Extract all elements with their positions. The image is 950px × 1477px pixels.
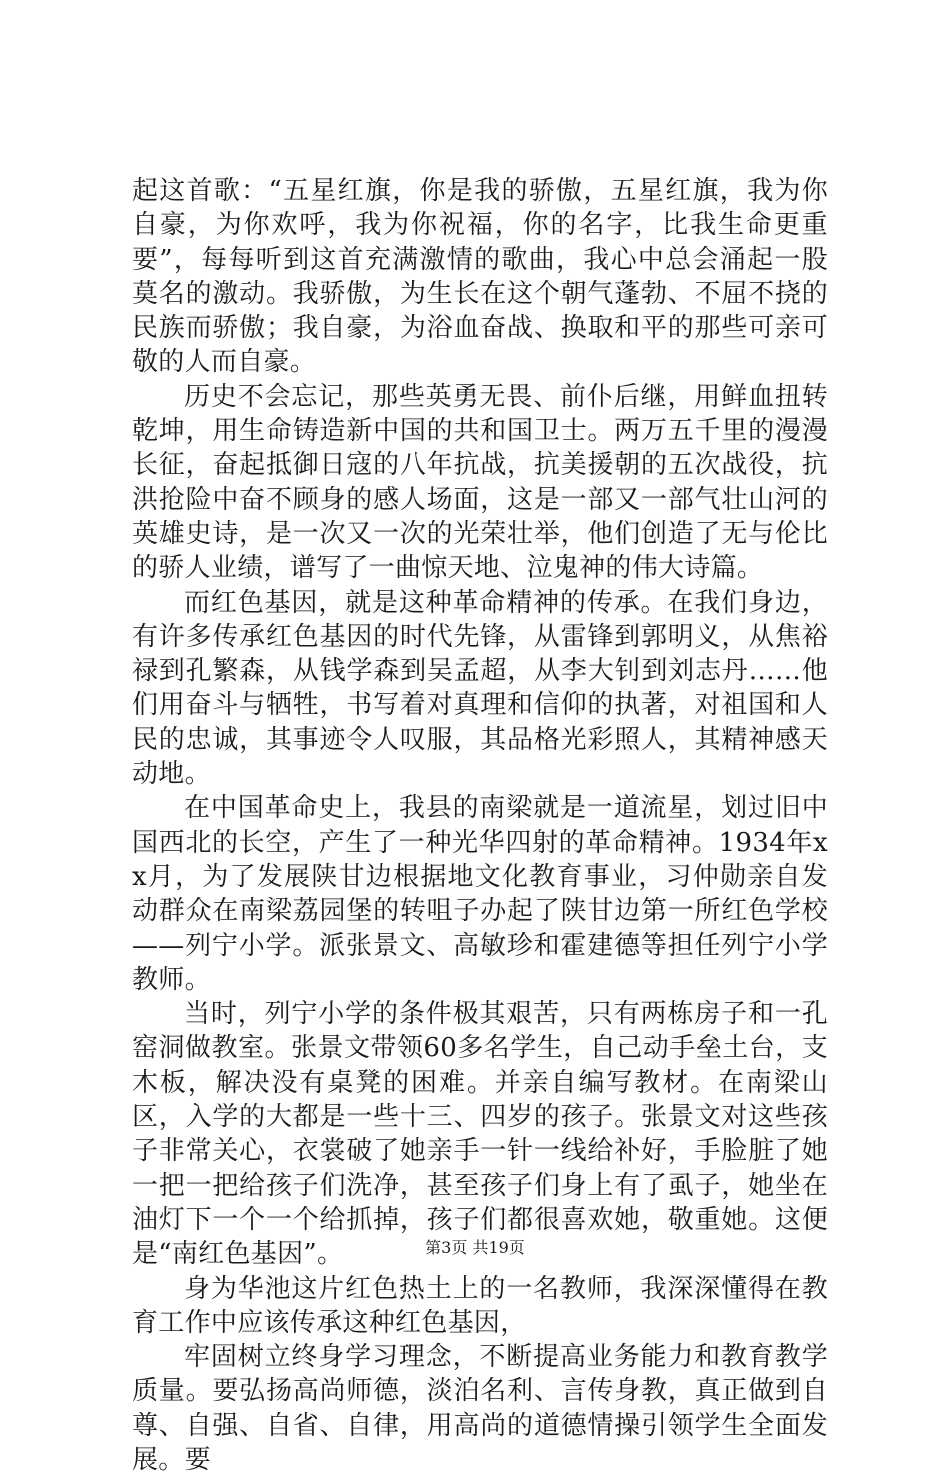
- paragraph-3: 而红色基因，就是这种革命精神的传承。在我们身边，有许多传承红色基因的时代先锋，从雷锋到郭明义，从焦裕禄到孔繁森，从钱学森到吴孟超，从李大钊到刘志丹……他们用奋斗与牺牲，书写着对真理和信仰的执著，对祖国和人民的忠诚，其事迹令人叹服，其品格光彩照人，其精神感天动地。: [132, 587, 828, 790]
- paragraph-4: 在中国革命史上，我县的南梁就是一道流星，划过旧中国西北的长空，产生了一种光华四射的革命精神。1934年xx月，为了发展陕甘边根据地文化教育事业，习仲勋亲自发动群众在南梁荔园堡的转咀子办起了陕甘边第一所红色学校——列宁小学。派张景文、高敏珍和霍建德等担任列宁小学教师。: [132, 793, 828, 995]
- page-footer: 第3页 共19页: [425, 1238, 525, 1257]
- paragraph-7: 牢固树立终身学习理念，不断提高业务能力和教育教学质量。要弘扬高尚师德，淡泊名利、言传身教，真正做到自尊、自强、自省、自律，用高尚的道德情操引领学生全面发展。要: [132, 1342, 828, 1475]
- paragraph-6: 身为华池这片红色热土上的一名教师，我深深懂得在教育工作中应该传承这种红色基因，: [132, 1273, 828, 1338]
- body-text: [132, 174, 828, 1477]
- paragraph-1: 起这首歌：“五星红旗，你是我的骄傲，五星红旗，我为你自豪，为你欢呼，我为你祝福，你的名字，比我生命更重要”，每每听到这首充满激情的歌曲，我心中总会涌起一股莫名的激动。我骄傲，为生长在这个朝气蓬勃、不屈不挠的民族而骄傲；我自豪，为浴血奋战、换取和平的那些可亲可敬的人而自豪。: [132, 176, 828, 378]
- paragraph-5: 当时，列宁小学的条件极其艰苦，只有两栋房子和一孔窑洞做教室。张景文带领60多名学生，自己动手垒土台，支木板，解决没有桌凳的困难。并亲自编写教材。在南梁山区，入学的大都是一些十三、四岁的孩子。张景文对这些孩子非常关心，衣裳破了她亲手一针一线给补好，手脸脏了她一把一把给孩子们洗净，甚至孩子们身上有了虱子，她坐在油灯下一个一个给抓掉，孩子们都很喜欢她，敬重她。这便是“南红色基因”。: [132, 999, 828, 1270]
- paragraph-2: 历史不会忘记，那些英勇无畏、前仆后继，用鲜血扭转乾坤，用生命铸造新中国的共和国卫士。两万五千里的漫漫长征，奋起抵御日寇的八年抗战，抗美援朝的五次战役，抗洪抢险中奋不顾身的感人场面，这是一部又一部气壮山河的英雄史诗，是一次又一次的光荣壮举，他们创造了无与伦比的骄人业绩，谱写了一曲惊天地、泣鬼神的伟大诗篇。: [132, 381, 828, 584]
